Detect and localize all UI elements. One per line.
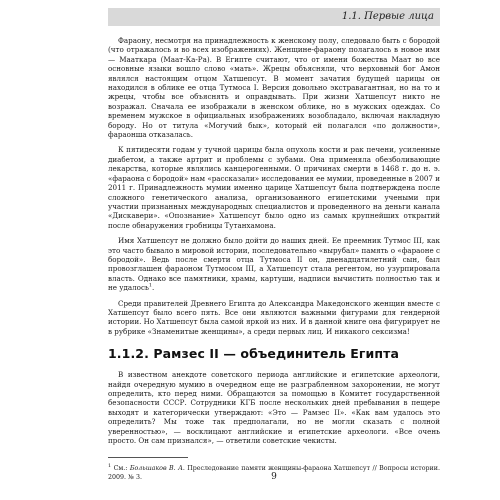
- paragraph-3-text: Имя Хатшепсут не должно было дойти до наших дней. Ее преемник Тутмос III, как это часто бывало в мировой истории, последовательно «вырубал» память о «фараоне с бородой». Ведь после смерти отца Тутмоса II он, двенадцатилетний сын, был провозглашен фараоном Тутмосом III, а Хатшепсут стала регентом, но узурпировала власть. Однако все памятники, храмы, картуши, надписи вычистить полностью так и не удалось: [108, 236, 440, 293]
- section-heading: 1.1.2. Рамзес II — объединитель Египта: [108, 346, 400, 362]
- footnote-number: 1: [108, 463, 112, 470]
- footnote-reference[interactable]: 1: [148, 282, 153, 289]
- page-body: [108, 36, 440, 482]
- footnote-divider: [108, 457, 188, 458]
- paragraph-2: К пятидесяти годам у тучной царицы была опухоль кости и рак печени, усиленные диабетом, а также артрит и проблемы с зубами. Она применяла обезболивающие лекарства, которые являлись канцерогенными. О причинах смерти в 1468 г. до н. э. «фараона с бородой» нам «рассказали» исследования ее мумии, проведенные в 2007 и 2011 г. Принадлежность мумии именно царице Хатшепсут была подтверждена после сложного генетического анализа, организованного египетскими учеными при участии признанных международных специалистов и проведенного на деньги канала «Дискавери». «Опознание» Хатшепсут было одно из самых крупнейших открытий после обнаружения гробницы Тутанхамона.: [108, 145, 440, 230]
- running-head-title: 1.1. Первые лица: [341, 11, 434, 22]
- paragraph-1: Фараону, несмотря на принадлежность к женскому полу, следовало быть с бородой (что отражалось и во всех изображениях). Женщине-фараону полагалось в новое имя — Мааткара (Маат-Ка-Ра). В Египте считают, что от имени божества Маат во все основные языки вошло слово «мать». Жрецы объясняли, что верховный бог Амон являлся настоящим отцом Хатшепсут. В момент зачатия будущей царицы он находился в облике ее отца Тутмоса I. Версия довольно экстравагантная, но на то и жрецы, чтобы все объяснять и оправдывать. При жизни Хатшепсут никто не возражал. Сначала ее изображали в женском облике, но в мужских одеждах. Со временем мужское в официальных изображениях возобладало, включая накладную бороду. Но от титула «Могучий бык», который ей полагался «по должности», фараонша отказалась.: [108, 36, 440, 140]
- paragraph-5: В известном анекдоте советского периода английские и египетские археологи, найдя очередную мумию в очередном еще не разграбленном захоронении, не могут определить, кто перед ними. Обращаются за помощью в Комитет государственной безопасности СССР. Сотрудники КГБ после нескольких дней пребывания в пещере выходят и категорически утверждают: «Это — Рамзес II». «Как вам удалось это определить? Мы тоже так предполагали, но не могли сказать с полной уверенностью», — восклицают английские и египетские археологи. «Все очень просто. Он сам признался», — ответили советские чекисты.: [108, 370, 440, 446]
- footnote-author: Большаков В. А.: [129, 465, 185, 473]
- paragraph-4: Среди правителей Древнего Египта до Александра Македонского женщин вместе с Хатшепсут было всего пять. Все они являются важными фигурами для гендерной истории. Но Хатшепсут была самой яркой из них. И в данной книге она фигурирует не в рубрике «Знаменитые женщины», а среди первых лиц. И никакого сексизма!: [108, 298, 440, 336]
- paragraph-3: Имя Хатшепсут не должно было дойти до наших дней. Ее преемник Тутмос III, как это часто бывало в мировой истории, последовательно «вырубал» память о «фараоне с бородой». Ведь после смерти отца Тутмоса II он, двенадцатилетний сын, был провозглашен фараоном Тутмосом III, а Хатшепсут стала регентом, но узурпировала власть. Однако все памятники, храмы, картуши, надписи вычистить полностью так и не удалось$^1$.: [108, 236, 440, 293]
- running-head: [108, 8, 440, 26]
- footnote-text: Преследование памяти женщины-фараона Хатшепсут // Вопросы истории. 2009. № 3.: [108, 465, 440, 481]
- footnote-prefix: См.:: [113, 465, 128, 473]
- page-number: 9: [271, 472, 277, 482]
